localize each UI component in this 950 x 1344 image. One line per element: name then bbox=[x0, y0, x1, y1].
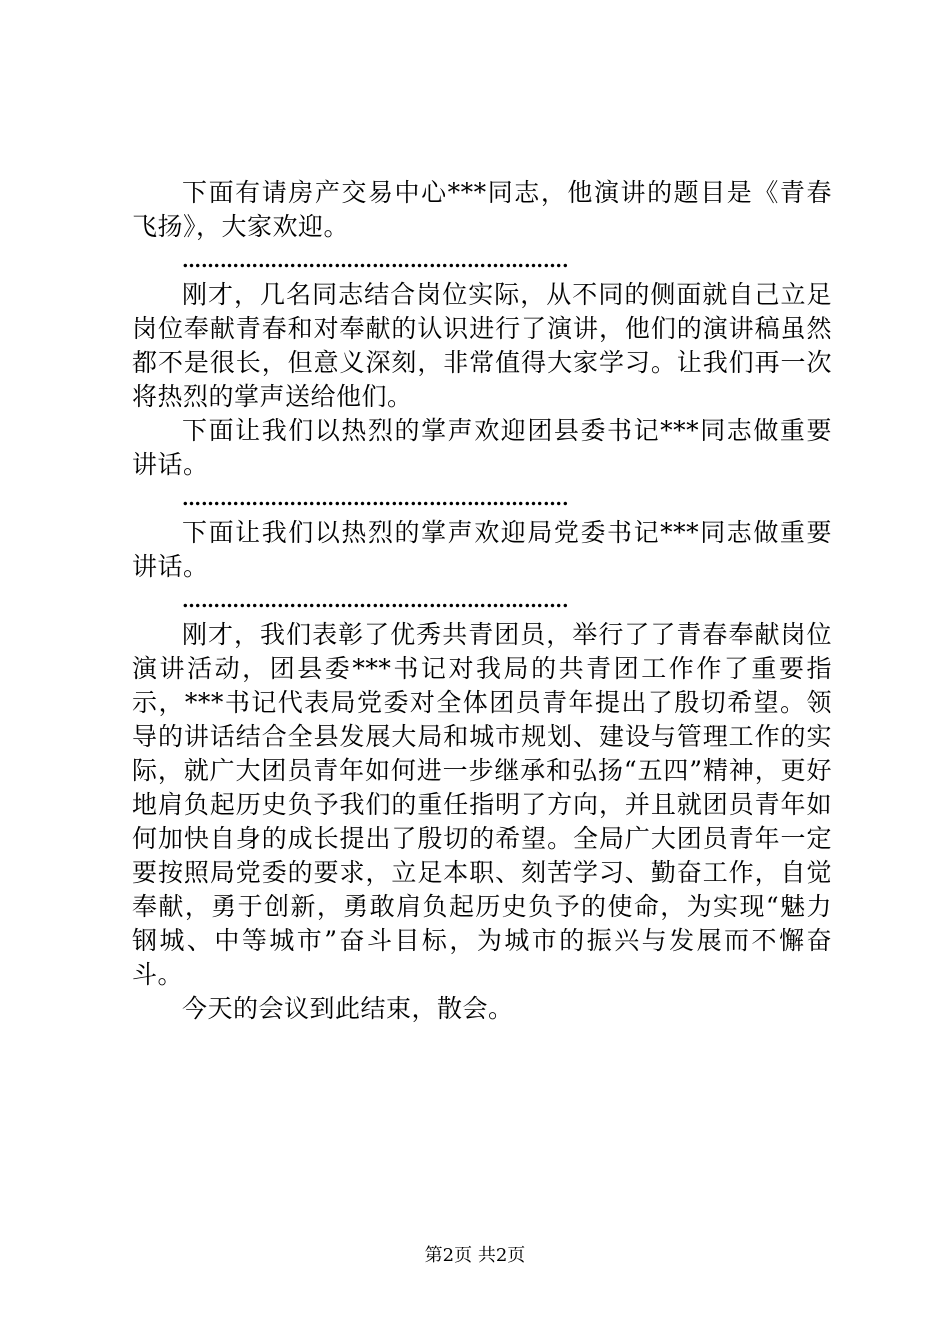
page-footer: 第2页 共2页 bbox=[424, 1245, 526, 1266]
document-body bbox=[132, 176, 832, 1026]
ellipsis-separator: ……………………………………………………. bbox=[182, 590, 569, 612]
paragraph-meeting-end: 今天的会议到此结束，散会。 bbox=[182, 994, 514, 1023]
ellipsis-separator: ……………………………………………………. bbox=[182, 488, 569, 510]
paragraph-closing-summary: 刚才，我们表彰了优秀共青团员，举行了了青春奉献岗位演讲活动，团县委***书记对我局的共青团工作作了重要指示，***书记代表局党委对全体团员青年提出了殷切希望。领导的讲话结合全县发展大局和城市规划、建设与管理工作的实际，就广大团员青年如何进一步继承和弘扬“五四”精神，更好地肩负起历史负予我们的重任指明了方向，并且就团员青年如何加快自身的成长提出了殷切的希望。全局广大团员青年一定要按照局党委的要求，立足本职、刻苦学习、勤奋工作，自觉奉献，勇于创新，勇敢肩负起历史负予的使命，为实现“魅力钢城、中等城市”奋斗目标，为城市的振兴与发展而不懈奋斗。 bbox=[132, 620, 832, 989]
paragraph-invite-league-secretary: 下面让我们以热烈的掌声欢迎团县委书记***同志做重要讲话。 bbox=[132, 416, 832, 479]
ellipsis-separator: ……………………………………………………. bbox=[182, 250, 569, 272]
paragraph-speech-summary: 刚才，几名同志结合岗位实际，从不同的侧面就自己立足岗位奉献青春和对奉献的认识进行了演讲，他们的演讲稿虽然都不是很长，但意义深刻，非常值得大家学习。让我们再一次将热烈的掌声送给他们。 bbox=[132, 280, 832, 411]
paragraph-invite-speaker: 下面有请房产交易中心***同志，他演讲的题目是《青春飞扬》，大家欢迎。 bbox=[132, 178, 832, 241]
paragraph-invite-party-secretary: 下面让我们以热烈的掌声欢迎局党委书记***同志做重要讲话。 bbox=[132, 518, 832, 581]
